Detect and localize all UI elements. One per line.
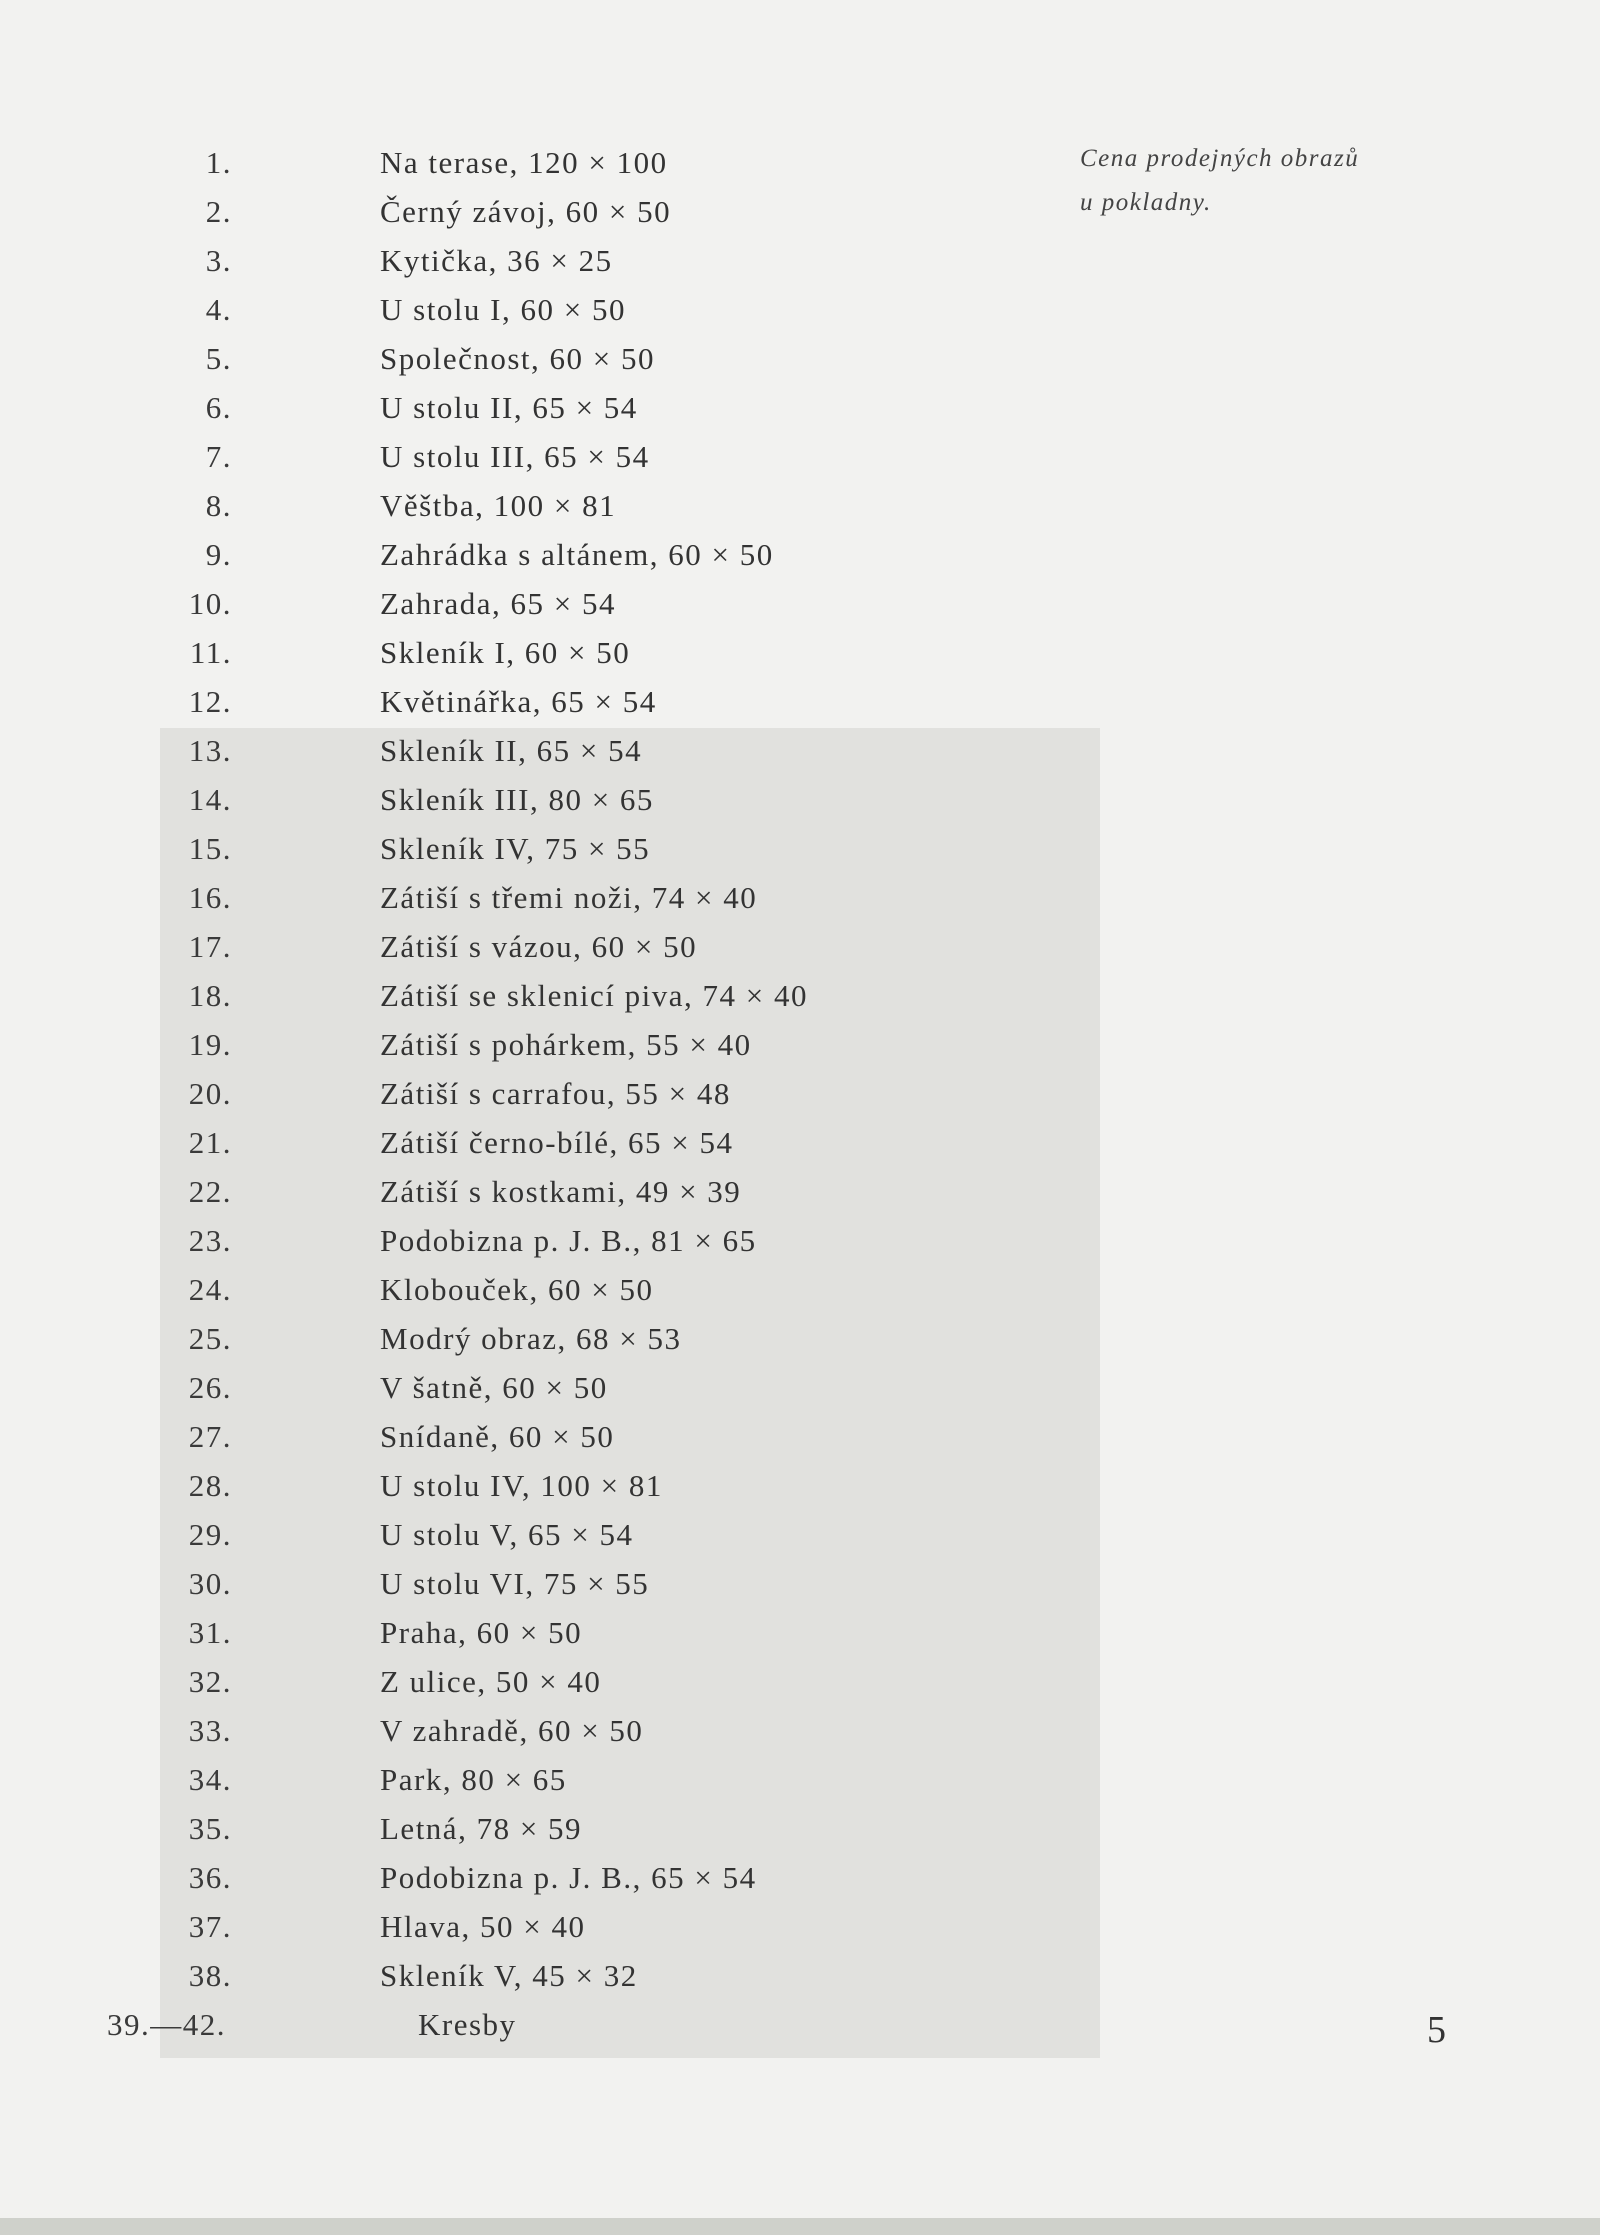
item-number: 34.	[188, 1762, 232, 1797]
item-title: Zátiší s carrafou, 55 × 48	[380, 1076, 731, 1111]
item-title: Zátiší černo-bílé, 65 × 54	[380, 1125, 734, 1160]
item-number: 38.	[188, 1958, 232, 1993]
item-number: 31.	[188, 1615, 232, 1650]
item-number: 25.	[188, 1321, 232, 1356]
price-note	[1080, 137, 1460, 225]
item-number: 13.	[188, 733, 232, 768]
item-title: Skleník V, 45 × 32	[380, 1958, 638, 1993]
item-number: 8.	[205, 488, 232, 523]
price-note-line: u pokladny.	[1080, 189, 1212, 216]
item-title: Skleník II, 65 × 54	[380, 733, 643, 768]
item-title: Zátiší s pohárkem, 55 × 40	[380, 1027, 752, 1062]
item-number: 37.	[188, 1909, 232, 1944]
item-title: Zátiší s vázou, 60 × 50	[380, 929, 698, 964]
item-number: 26.	[188, 1370, 232, 1405]
item-title: U stolu VI, 75 × 55	[380, 1566, 650, 1601]
item-number: 5.	[205, 341, 232, 376]
item-title: Snídaně, 60 × 50	[380, 1419, 615, 1454]
item-number: 15.	[188, 831, 232, 866]
item-title: Hlava, 50 × 40	[380, 1909, 586, 1944]
item-title: Černý závoj, 60 × 50	[380, 194, 672, 229]
item-title: Park, 80 × 65	[380, 1762, 567, 1797]
item-number: 22.	[188, 1174, 232, 1209]
item-number: 10.	[188, 586, 232, 621]
item-number: 18.	[188, 978, 232, 1013]
item-title: U stolu II, 65 × 54	[380, 390, 638, 425]
item-title: U stolu III, 65 × 54	[380, 439, 650, 474]
item-number: 21.	[188, 1125, 232, 1160]
item-title: Společnost, 60 × 50	[380, 341, 656, 376]
item-title: Květinářka, 65 × 54	[380, 684, 657, 719]
item-number: 39.—42.	[107, 2007, 226, 2042]
item-title: Kytička, 36 × 25	[380, 243, 613, 278]
item-number: 33.	[188, 1713, 232, 1748]
item-number: 27.	[188, 1419, 232, 1454]
item-number: 35.	[188, 1811, 232, 1846]
price-note-line: Cena prodejných obrazů	[1080, 145, 1360, 172]
item-title: Skleník I, 60 × 50	[380, 635, 631, 670]
item-title: Věštba, 100 × 81	[380, 488, 617, 523]
item-number: 23.	[188, 1223, 232, 1258]
item-title: Zahrádka s altánem, 60 × 50	[380, 537, 774, 572]
item-title: U stolu IV, 100 × 81	[380, 1468, 663, 1503]
item-title: Zahrada, 65 × 54	[380, 586, 617, 621]
item-title: U stolu V, 65 × 54	[380, 1517, 634, 1552]
item-number: 3.	[205, 243, 232, 278]
item-title: V šatně, 60 × 50	[380, 1370, 608, 1405]
item-number: 7.	[205, 439, 232, 474]
item-number: 24.	[188, 1272, 232, 1307]
item-number: 20.	[188, 1076, 232, 1111]
item-number: 30.	[188, 1566, 232, 1601]
item-title: Letná, 78 × 59	[380, 1811, 583, 1846]
item-title: Klobouček, 60 × 50	[380, 1272, 654, 1307]
item-title: Z ulice, 50 × 40	[380, 1664, 602, 1699]
item-title: Zátiší s třemi noži, 74 × 40	[380, 880, 758, 915]
item-number: 1.	[205, 145, 232, 180]
item-number: 9.	[205, 537, 232, 572]
item-number: 2.	[205, 194, 232, 229]
item-number: 36.	[188, 1860, 232, 1895]
item-number: 19.	[188, 1027, 232, 1062]
item-title: Zátiší s kostkami, 49 × 39	[380, 1174, 742, 1209]
page-bottom-edge	[0, 2218, 1600, 2235]
item-title: Na terase, 120 × 100	[380, 145, 668, 180]
item-title: Podobizna p. J. B., 65 × 54	[380, 1860, 757, 1895]
item-title: Skleník III, 80 × 65	[380, 782, 654, 817]
item-number: 17.	[188, 929, 232, 964]
item-number: 12.	[188, 684, 232, 719]
item-title: Praha, 60 × 50	[380, 1615, 583, 1650]
item-number: 11.	[189, 635, 232, 670]
page-number: 5	[1427, 2009, 1446, 2051]
item-title: Skleník IV, 75 × 55	[380, 831, 651, 866]
item-number: 32.	[188, 1664, 232, 1699]
item-title: Modrý obraz, 68 × 53	[380, 1321, 682, 1356]
item-title: Podobizna p. J. B., 81 × 65	[380, 1223, 757, 1258]
item-title: Kresby	[418, 2007, 517, 2042]
item-number: 6.	[205, 390, 232, 425]
item-number: 16.	[188, 880, 232, 915]
item-title: V zahradě, 60 × 50	[380, 1713, 644, 1748]
item-title: Zátiší se sklenicí piva, 74 × 40	[380, 978, 808, 1013]
item-number: 4.	[205, 292, 232, 327]
item-title: U stolu I, 60 × 50	[380, 292, 626, 327]
item-number: 14.	[188, 782, 232, 817]
item-number: 29.	[188, 1517, 232, 1552]
item-number: 28.	[188, 1468, 232, 1503]
